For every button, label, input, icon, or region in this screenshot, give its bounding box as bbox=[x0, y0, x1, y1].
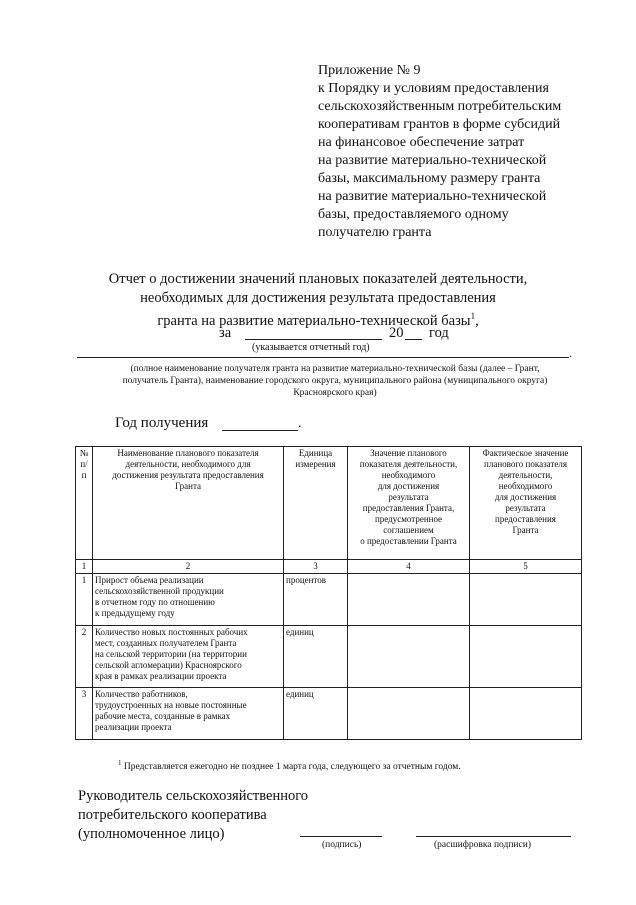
row-actual-cell[interactable] bbox=[470, 688, 582, 740]
recipient-note-line-1: (полное наименование получателя гранта на развитие материально-технической базы (далее – Грант, bbox=[130, 364, 540, 374]
row-number: 3 bbox=[76, 688, 93, 740]
period-year-prefix: 20 bbox=[389, 325, 404, 341]
recipient-line-dot: . bbox=[569, 346, 572, 360]
signatory-line-3: (уполномоченное лицо) bbox=[78, 826, 225, 842]
table-row bbox=[76, 688, 582, 740]
appendix-line-3: сельскохозяйственным потребительским bbox=[318, 99, 562, 114]
report-title-line-2: необходимых для достижения результата предоставления bbox=[140, 290, 496, 306]
row-indicator: Количество новых постоянных рабочих мест, созданных получателем Гранта на сельской территории (на территории сельской агломерации) Красноярского края в рамках реализации проекта bbox=[93, 626, 284, 688]
header-number: № п/п bbox=[76, 447, 93, 560]
column-number-row bbox=[76, 560, 582, 574]
row-unit: процентов bbox=[284, 574, 348, 626]
row-indicator: Прирост объема реализации сельскохозяйственной продукции в отчетном году по отношению к предыдущему году bbox=[93, 574, 284, 626]
row-indicator: Количество работников, трудоустроенных на новые постоянные рабочие места, созданные в рамках реализации проекта bbox=[93, 688, 284, 740]
signature-decode-field-line[interactable] bbox=[416, 836, 571, 837]
report-title-line-3 bbox=[0, 307, 636, 330]
appendix-line-7: базы, максимальному размеру гранта bbox=[318, 171, 541, 186]
header-indicator: Наименование планового показателя деятельности, необходимого для достижения результата предоставления Гранта bbox=[93, 447, 284, 560]
signatory-line-2: потребительского кооператива bbox=[78, 807, 267, 823]
period-god: год bbox=[429, 325, 449, 341]
footnote-number: 1 bbox=[118, 759, 122, 767]
appendix-title: Приложение № 9 bbox=[318, 63, 421, 78]
footnote-text: Представляется ежегодно не позднее 1 марта года, следующего за отчетным годом. bbox=[123, 762, 461, 773]
signature-caption: (подпись) bbox=[322, 840, 362, 850]
report-title-comma: , bbox=[475, 312, 479, 329]
indicators-table bbox=[75, 446, 582, 740]
column-number: 2 bbox=[93, 560, 284, 574]
column-number: 4 bbox=[348, 560, 470, 574]
appendix-line-8: на развитие материально-технической bbox=[318, 189, 547, 204]
period-note: (указывается отчетный год) bbox=[252, 342, 370, 353]
period-blank-line bbox=[245, 339, 382, 340]
column-number: 1 bbox=[76, 560, 93, 574]
appendix-line-6: на развитие материально-технической bbox=[318, 153, 547, 168]
year-suffix-blank bbox=[405, 339, 422, 340]
report-title-line-1: Отчет о достижении значений плановых показателей деятельности, bbox=[108, 271, 528, 287]
row-actual-cell[interactable] bbox=[470, 626, 582, 688]
year-received-dot: . bbox=[298, 416, 302, 431]
table-header-row bbox=[76, 447, 582, 560]
row-unit: единиц bbox=[284, 688, 348, 740]
signature-decode-caption: (расшифровка подписи) bbox=[434, 840, 531, 850]
row-planned-cell[interactable] bbox=[348, 688, 470, 740]
appendix-line-4: кооперативам грантов в форме субсидий bbox=[318, 117, 561, 132]
period-za: за bbox=[219, 325, 232, 341]
column-number: 5 bbox=[470, 560, 582, 574]
signatory-line-1: Руководитель сельскохозяйственного bbox=[78, 788, 309, 804]
footnote bbox=[118, 757, 461, 773]
report-title-text: гранта на развитие материально-технической базы bbox=[157, 312, 471, 329]
row-number: 2 bbox=[76, 626, 93, 688]
appendix-line-9: базы, предоставляемого одному bbox=[318, 207, 509, 222]
header-planned: Значение планового показателя деятельности, необходимого для достижения результата предоставления Гранта, предусмотренное соглашением о предоставлении Гранта bbox=[348, 447, 470, 560]
column-number: 3 bbox=[284, 560, 348, 574]
header-unit: Единица измерения bbox=[284, 447, 348, 560]
row-number: 1 bbox=[76, 574, 93, 626]
appendix-line-5: на финансовое обеспечение затрат bbox=[318, 135, 525, 150]
recipient-note-line-2: получатель Гранта), наименование городского округа, муниципального района (муниципального округа) bbox=[122, 376, 548, 386]
year-received-field[interactable] bbox=[222, 414, 298, 431]
row-actual-cell[interactable] bbox=[470, 574, 582, 626]
row-planned-cell[interactable] bbox=[348, 574, 470, 626]
row-unit: единиц bbox=[284, 626, 348, 688]
signature-field-line[interactable] bbox=[300, 836, 382, 837]
table-row bbox=[76, 574, 582, 626]
appendix-line-10: получателю гранта bbox=[318, 225, 432, 240]
table-row bbox=[76, 626, 582, 688]
recipient-note-line-3: Красноярского края) bbox=[293, 388, 377, 398]
header-actual: Фактическое значение планового показателя деятельности, необходимого для достижения результата предоставления Гранта bbox=[470, 447, 582, 560]
footnote-mark: 1 bbox=[470, 311, 476, 321]
appendix-line-2: к Порядку и условиям предоставления bbox=[318, 81, 549, 96]
row-planned-cell[interactable] bbox=[348, 626, 470, 688]
year-received-label: Год получения bbox=[115, 415, 209, 431]
recipient-name-line bbox=[77, 357, 569, 358]
